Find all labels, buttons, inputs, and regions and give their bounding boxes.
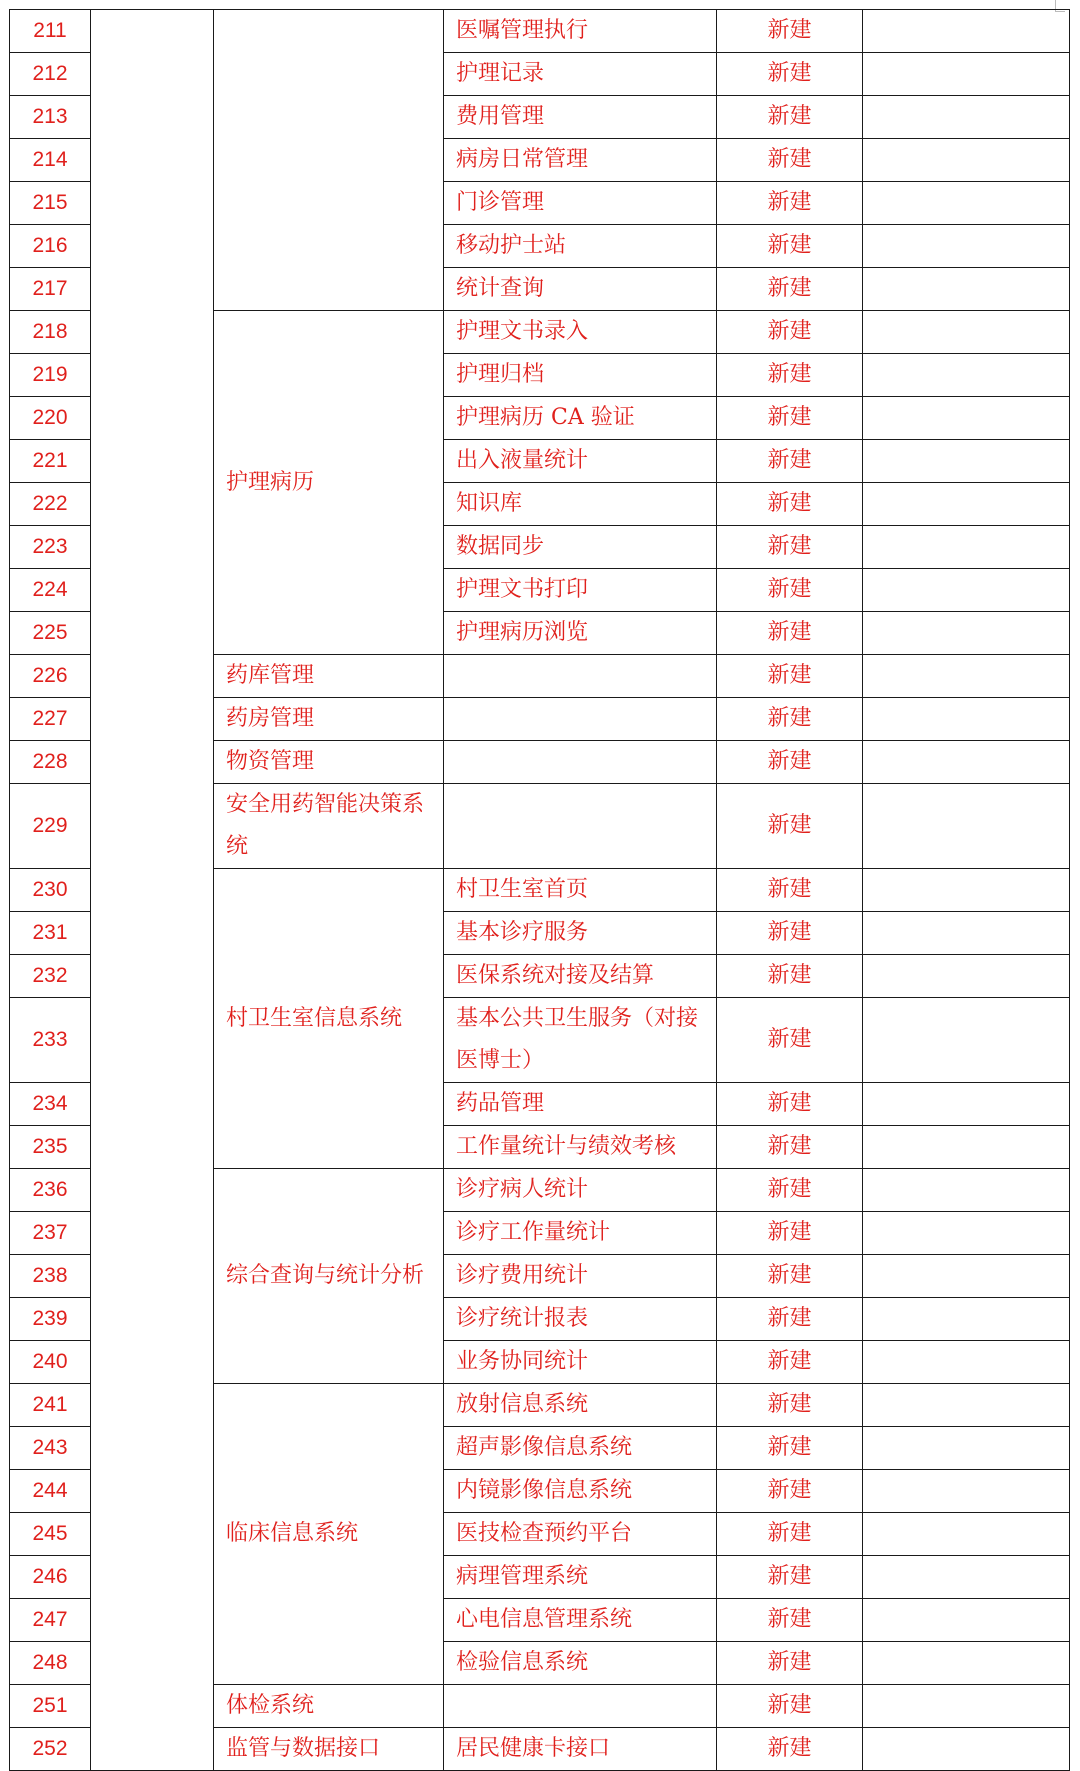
remark-cell <box>863 569 1070 612</box>
row-number: 239 <box>10 1298 91 1341</box>
remark-cell <box>863 1470 1070 1513</box>
function-cell: 护理病历浏览 <box>444 612 717 655</box>
status-cell: 新建 <box>717 483 863 526</box>
remark-cell <box>863 96 1070 139</box>
row-number: 221 <box>10 440 91 483</box>
remark-cell <box>863 1642 1070 1685</box>
function-cell: 移动护士站 <box>444 225 717 268</box>
module-cell: 监管与数据接口 <box>214 1728 444 1771</box>
status-cell: 新建 <box>717 1384 863 1427</box>
status-cell: 新建 <box>717 225 863 268</box>
remark-cell <box>863 1599 1070 1642</box>
function-cell <box>444 784 717 869</box>
system-function-table <box>9 9 1070 1771</box>
row-number: 219 <box>10 354 91 397</box>
row-number: 245 <box>10 1513 91 1556</box>
row-number: 246 <box>10 1556 91 1599</box>
function-cell <box>444 698 717 741</box>
remark-cell <box>863 1384 1070 1427</box>
row-number: 226 <box>10 655 91 698</box>
function-cell: 诊疗费用统计 <box>444 1255 717 1298</box>
function-cell: 数据同步 <box>444 526 717 569</box>
function-cell: 护理病历 CA 验证 <box>444 397 717 440</box>
remark-cell <box>863 1298 1070 1341</box>
row-number: 238 <box>10 1255 91 1298</box>
status-cell: 新建 <box>717 139 863 182</box>
function-cell: 检验信息系统 <box>444 1642 717 1685</box>
row-number: 223 <box>10 526 91 569</box>
function-cell: 出入液量统计 <box>444 440 717 483</box>
status-cell: 新建 <box>717 955 863 998</box>
status-cell: 新建 <box>717 1083 863 1126</box>
row-number: 247 <box>10 1599 91 1642</box>
function-cell: 病理管理系统 <box>444 1556 717 1599</box>
module-cell: 护理病历 <box>214 311 444 655</box>
function-cell: 诊疗病人统计 <box>444 1169 717 1212</box>
table-row <box>10 10 1070 53</box>
status-cell: 新建 <box>717 784 863 869</box>
remark-cell <box>863 397 1070 440</box>
status-cell: 新建 <box>717 912 863 955</box>
status-cell: 新建 <box>717 397 863 440</box>
function-cell: 护理文书录入 <box>444 311 717 354</box>
status-cell: 新建 <box>717 612 863 655</box>
status-cell: 新建 <box>717 998 863 1083</box>
function-cell: 护理归档 <box>444 354 717 397</box>
status-cell: 新建 <box>717 1642 863 1685</box>
status-cell: 新建 <box>717 569 863 612</box>
module-cell: 物资管理 <box>214 741 444 784</box>
function-cell: 内镜影像信息系统 <box>444 1470 717 1513</box>
status-cell: 新建 <box>717 1427 863 1470</box>
function-cell: 放射信息系统 <box>444 1384 717 1427</box>
remark-cell <box>863 483 1070 526</box>
function-cell: 病房日常管理 <box>444 139 717 182</box>
function-cell: 诊疗工作量统计 <box>444 1212 717 1255</box>
remark-cell <box>863 955 1070 998</box>
remark-cell <box>863 1126 1070 1169</box>
remark-cell <box>863 354 1070 397</box>
module-cell: 临床信息系统 <box>214 1384 444 1685</box>
status-cell: 新建 <box>717 268 863 311</box>
function-cell: 心电信息管理系统 <box>444 1599 717 1642</box>
function-cell: 统计查询 <box>444 268 717 311</box>
status-cell: 新建 <box>717 1599 863 1642</box>
function-cell: 诊疗统计报表 <box>444 1298 717 1341</box>
status-cell: 新建 <box>717 1728 863 1771</box>
row-number: 230 <box>10 869 91 912</box>
row-number: 224 <box>10 569 91 612</box>
remark-cell <box>863 1212 1070 1255</box>
remark-cell <box>863 139 1070 182</box>
row-number: 233 <box>10 998 91 1083</box>
module-cell <box>214 10 444 311</box>
status-cell: 新建 <box>717 1298 863 1341</box>
remark-cell <box>863 1341 1070 1384</box>
remark-cell <box>863 1728 1070 1771</box>
status-cell: 新建 <box>717 1169 863 1212</box>
row-number: 237 <box>10 1212 91 1255</box>
status-cell: 新建 <box>717 1341 863 1384</box>
row-number: 229 <box>10 784 91 869</box>
status-cell: 新建 <box>717 1513 863 1556</box>
module-cell: 综合查询与统计分析 <box>214 1169 444 1384</box>
remark-cell <box>863 869 1070 912</box>
status-cell: 新建 <box>717 10 863 53</box>
remark-cell <box>863 225 1070 268</box>
remark-cell <box>863 1169 1070 1212</box>
remark-cell <box>863 182 1070 225</box>
function-cell: 工作量统计与绩效考核 <box>444 1126 717 1169</box>
row-number: 216 <box>10 225 91 268</box>
status-cell: 新建 <box>717 96 863 139</box>
remark-cell <box>863 612 1070 655</box>
row-number: 213 <box>10 96 91 139</box>
remark-cell <box>863 268 1070 311</box>
remark-cell <box>863 698 1070 741</box>
remark-cell <box>863 998 1070 1083</box>
function-cell: 居民健康卡接口 <box>444 1728 717 1771</box>
remark-cell <box>863 1083 1070 1126</box>
row-number: 211 <box>10 10 91 53</box>
remark-cell <box>863 1427 1070 1470</box>
status-cell: 新建 <box>717 1685 863 1728</box>
function-cell <box>444 741 717 784</box>
row-number: 217 <box>10 268 91 311</box>
remark-cell <box>863 10 1070 53</box>
status-cell: 新建 <box>717 526 863 569</box>
remark-cell <box>863 741 1070 784</box>
function-cell: 医保系统对接及结算 <box>444 955 717 998</box>
function-cell: 基本公共卫生服务（对接医博士） <box>444 998 717 1083</box>
row-number: 214 <box>10 139 91 182</box>
remark-cell <box>863 440 1070 483</box>
row-number: 222 <box>10 483 91 526</box>
function-cell: 医嘱管理执行 <box>444 10 717 53</box>
row-number: 218 <box>10 311 91 354</box>
module-cell: 药库管理 <box>214 655 444 698</box>
function-cell: 护理记录 <box>444 53 717 96</box>
remark-cell <box>863 1513 1070 1556</box>
remark-cell <box>863 1556 1070 1599</box>
module-cell: 村卫生室信息系统 <box>214 869 444 1169</box>
function-cell: 村卫生室首页 <box>444 869 717 912</box>
row-number: 231 <box>10 912 91 955</box>
status-cell: 新建 <box>717 655 863 698</box>
status-cell: 新建 <box>717 1212 863 1255</box>
function-cell: 医技检查预约平台 <box>444 1513 717 1556</box>
row-number: 225 <box>10 612 91 655</box>
status-cell: 新建 <box>717 354 863 397</box>
status-cell: 新建 <box>717 182 863 225</box>
status-cell: 新建 <box>717 741 863 784</box>
remark-cell <box>863 53 1070 96</box>
function-cell: 药品管理 <box>444 1083 717 1126</box>
remark-cell <box>863 655 1070 698</box>
status-cell: 新建 <box>717 1556 863 1599</box>
row-number: 248 <box>10 1642 91 1685</box>
function-cell: 业务协同统计 <box>444 1341 717 1384</box>
row-number: 251 <box>10 1685 91 1728</box>
row-number: 227 <box>10 698 91 741</box>
row-number: 212 <box>10 53 91 96</box>
function-cell: 费用管理 <box>444 96 717 139</box>
remark-cell <box>863 311 1070 354</box>
remark-cell <box>863 1255 1070 1298</box>
function-cell: 护理文书打印 <box>444 569 717 612</box>
row-number: 220 <box>10 397 91 440</box>
row-number: 215 <box>10 182 91 225</box>
row-number: 240 <box>10 1341 91 1384</box>
remark-cell <box>863 526 1070 569</box>
status-cell: 新建 <box>717 53 863 96</box>
row-number: 241 <box>10 1384 91 1427</box>
remark-cell <box>863 912 1070 955</box>
row-number: 228 <box>10 741 91 784</box>
function-cell: 超声影像信息系统 <box>444 1427 717 1470</box>
category-cell <box>91 10 214 1771</box>
status-cell: 新建 <box>717 440 863 483</box>
row-number: 235 <box>10 1126 91 1169</box>
function-cell <box>444 655 717 698</box>
status-cell: 新建 <box>717 311 863 354</box>
row-number: 244 <box>10 1470 91 1513</box>
function-cell: 基本诊疗服务 <box>444 912 717 955</box>
module-cell: 安全用药智能决策系统 <box>214 784 444 869</box>
row-number: 236 <box>10 1169 91 1212</box>
row-number: 252 <box>10 1728 91 1771</box>
status-cell: 新建 <box>717 1255 863 1298</box>
module-cell: 体检系统 <box>214 1685 444 1728</box>
remark-cell <box>863 1685 1070 1728</box>
function-cell <box>444 1685 717 1728</box>
status-cell: 新建 <box>717 1126 863 1169</box>
row-number: 234 <box>10 1083 91 1126</box>
row-number: 243 <box>10 1427 91 1470</box>
function-cell: 门诊管理 <box>444 182 717 225</box>
status-cell: 新建 <box>717 1470 863 1513</box>
module-cell: 药房管理 <box>214 698 444 741</box>
row-number: 232 <box>10 955 91 998</box>
status-cell: 新建 <box>717 869 863 912</box>
remark-cell <box>863 784 1070 869</box>
status-cell: 新建 <box>717 698 863 741</box>
function-cell: 知识库 <box>444 483 717 526</box>
